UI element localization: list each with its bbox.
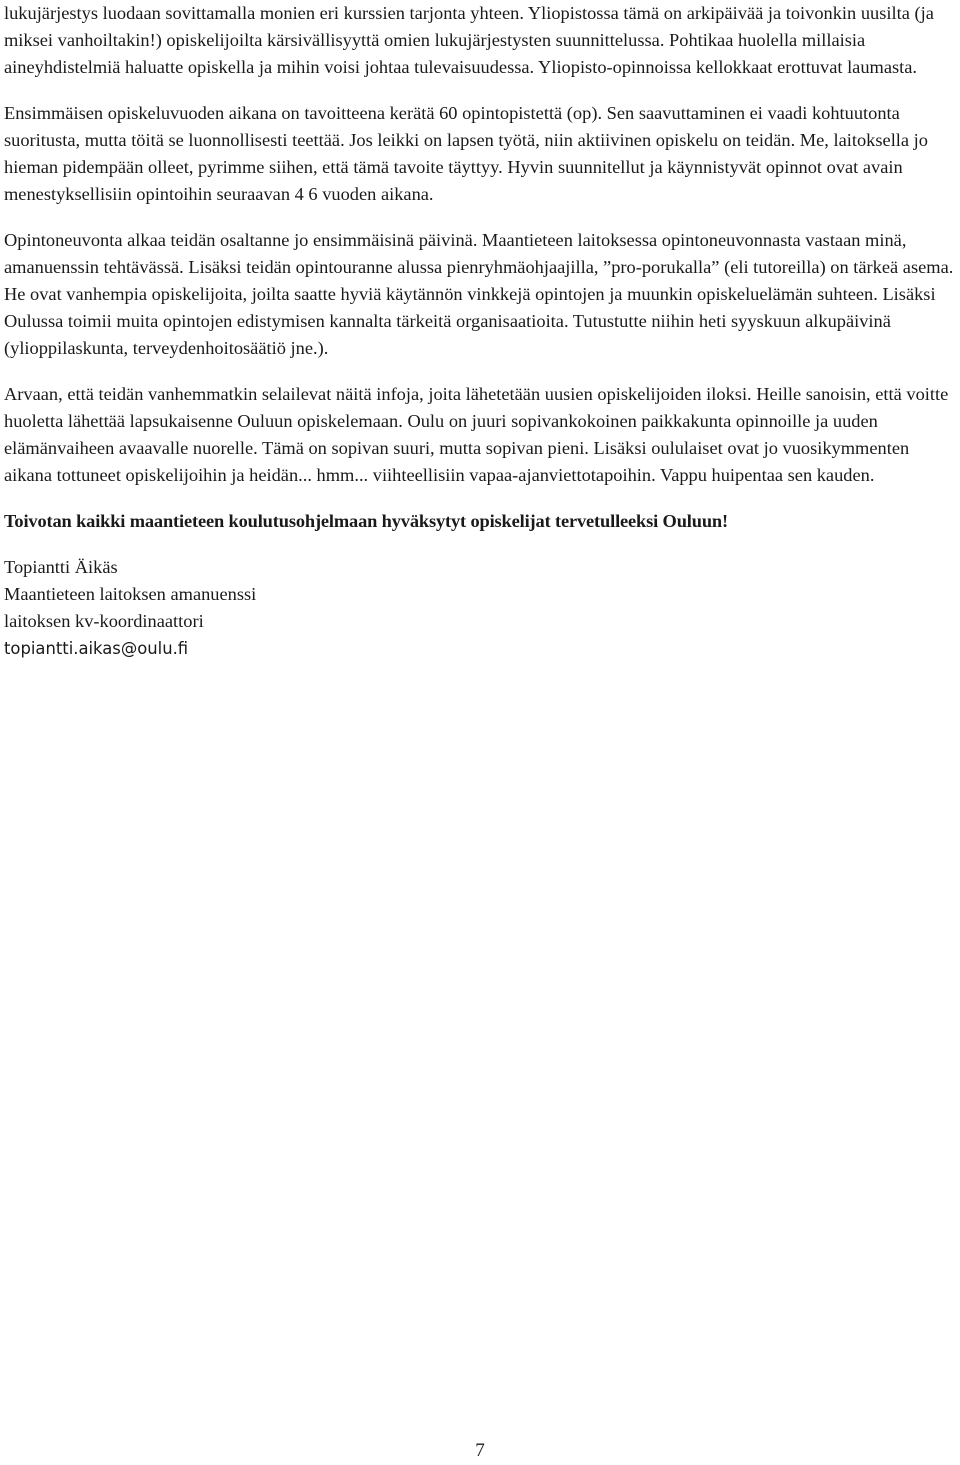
- closing-greeting: Toivotan kaikki maantieteen koulutusohjelmaan hyväksytyt opiskelijat tervetulleeksi Ouluun!: [4, 511, 728, 531]
- paragraph-first-year-goals: Ensimmäisen opiskeluvuoden aikana on tavoitteena kerätä 60 opintopistettä (op). Sen saavuttaminen ei vaadi kohtuutonta suoritusta, mutta töitä se luonnollisesti teettää. Jos leikki on lapsen työtä, niin aktiivinen opiskelu on teidän. Me, laitoksella jo hieman pidempään olleet, pyrimme siihen, että tämä tavoite täyttyy. Hyvin suunnitellut ja käynnistyvät opinnot ovat avain menestyksellisiin opintoihin seuraavan 4 6 vuoden aikana.: [4, 103, 928, 204]
- page-number: 7: [475, 1440, 485, 1461]
- signature-block: [4, 554, 956, 662]
- paragraph-parents-note: Arvaan, että teidän vanhemmatkin selailevat näitä infoja, joita lähetetään uusien opiskelijoiden iloksi. Heille sanoisin, että voitte huoletta lähettää lapsukaisenne Ouluun opiskelemaan. Oulu on juuri sopivankokoinen paikkakunta opinnoille ja uuden elämänvaiheen avaavalle nuorelle. Tämä on sopivan suuri, mutta sopivan pieni. Lisäksi oululaiset ovat jo vuosikymmenten aikana tottuneet opiskelijoihin ja heidän... hmm... viihteellisiin vapaa-ajanviettotapoihin. Vappu huipentaa sen kauden.: [4, 384, 949, 485]
- signature-title: Maantieteen laitoksen amanuenssi: [4, 584, 257, 604]
- paragraph-study-guidance: Opintoneuvonta alkaa teidän osaltanne jo ensimmäisinä päivinä. Maantieteen laitoksessa opintoneuvonnasta vastaan minä, amanuenssin tehtävässä. Lisäksi teidän opintouranne alussa pienryhmäohjaajilla, ”pro-porukalla” (eli tutoreilla) on tärkeä asema. He ovat vanhempia opiskelijoita, joilta saatte hyviä käytännön vinkkejä opintojen ja muunkin opiskeluelämän suhteen. Lisäksi Oulussa toimii muita opintojen edistymisen kannalta tärkeitä organisaatioita. Tutustutte niihin heti syyskuun alkupäivinä (ylioppilaskunta, terveydenhoitosäätiö jne.).: [4, 230, 954, 358]
- document-page: [4, 0, 956, 662]
- signature-role: laitoksen kv-koordinaattori: [4, 611, 204, 631]
- signature-email: topiantti.aikas@oulu.fi: [4, 639, 189, 658]
- paragraph-course-schedules: lukujärjestys luodaan sovittamalla monien eri kurssien tarjonta yhteen. Yliopistossa tämä on arkipäivää ja toivonkin uusilta (ja miksei vanhoiltakin!) opiskelijoilta kärsivällisyyttä omien lukujärjestysten suunnittelussa. Pohtikaa huolella millaisia aineyhdistelmiä haluatte opiskella ja mihin voisi johtaa tulevaisuudessa. Yliopisto-opinnoissa kellokkaat erottuvat laumasta.: [4, 3, 934, 77]
- signature-name: Topiantti Äikäs: [4, 557, 118, 577]
